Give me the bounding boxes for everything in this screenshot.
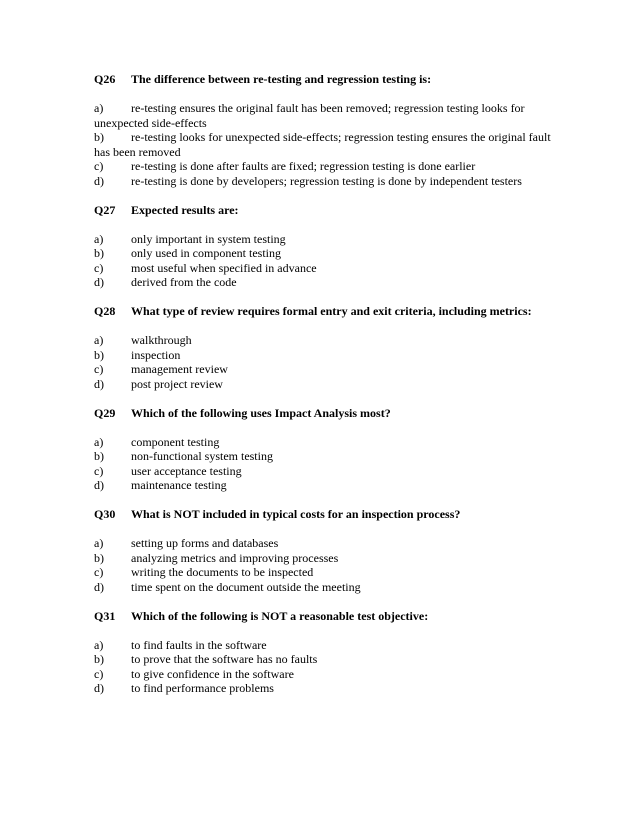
option-text: re-testing ensures the original fault has been removed; regression testing looks for unexpected side-effects (94, 101, 525, 130)
option-text: re-testing is done by developers; regression testing is done by independent testers (131, 173, 522, 188)
option-letter: b) (94, 130, 104, 144)
option-text: re-testing is done after faults are fixed; regression testing is done earlier (131, 159, 476, 173)
question-heading (94, 203, 564, 218)
question-list (94, 72, 564, 710)
answer-option (94, 638, 564, 653)
option-letter: b) (94, 246, 104, 260)
option-letter: d) (94, 579, 104, 594)
option-text: to give confidence in the software (131, 666, 294, 681)
option-letter: d) (94, 681, 104, 695)
answer-option (94, 362, 564, 377)
answer-option (94, 652, 564, 667)
question-q31 (94, 609, 564, 696)
question-heading (94, 72, 564, 87)
option-text: only important in system testing (131, 231, 286, 246)
answer-option (94, 275, 564, 290)
option-letter: d) (94, 478, 104, 492)
option-letter: c) (94, 159, 104, 173)
option-text: to find faults in the software (131, 637, 267, 652)
option-letter: a) (94, 637, 104, 652)
option-letter: c) (94, 666, 104, 681)
question-number: Q28 (94, 304, 116, 318)
option-text: component testing (131, 434, 220, 449)
question-number: Q26 (94, 72, 116, 86)
question-q27 (94, 203, 564, 290)
option-text: derived from the code (131, 275, 237, 289)
answer-option (94, 348, 564, 363)
option-text: analyzing metrics and improving processes (131, 550, 339, 565)
option-text: management review (131, 362, 228, 376)
option-text: post project review (131, 376, 223, 391)
option-letter: a) (94, 536, 104, 550)
question-number: Q27 (94, 202, 116, 217)
option-text: most useful when specified in advance (131, 260, 317, 275)
option-letter: d) (94, 173, 104, 188)
answer-option (94, 478, 564, 493)
option-letter: b) (94, 652, 104, 666)
option-letter: c) (94, 362, 104, 376)
question-text: Which of the following uses Impact Analysis most? (131, 405, 391, 420)
question-heading (94, 609, 564, 624)
answer-option (94, 551, 564, 566)
option-letter: c) (94, 565, 104, 579)
option-text: walkthrough (131, 333, 192, 347)
answer-option (94, 449, 564, 464)
question-number: Q31 (94, 608, 116, 623)
answer-option (94, 261, 564, 276)
answer-option (94, 246, 564, 261)
option-text: writing the documents to be inspected (131, 565, 314, 579)
option-text: user acceptance testing (131, 463, 242, 478)
question-q28 (94, 304, 564, 391)
option-text: to prove that the software has no faults (131, 652, 318, 666)
question-text: What is NOT included in typical costs for an inspection process? (131, 507, 461, 521)
option-text: time spent on the document outside the meeting (131, 579, 361, 594)
question-q30 (94, 507, 564, 594)
option-letter: c) (94, 260, 104, 275)
answer-option (94, 681, 564, 696)
answer-option (94, 174, 564, 189)
option-letter: a) (94, 231, 104, 246)
answer-option (94, 667, 564, 682)
answer-option (94, 377, 564, 392)
answer-option (94, 159, 564, 174)
question-text: Expected results are: (131, 202, 239, 217)
answer-option (94, 101, 564, 130)
question-heading (94, 507, 564, 522)
answer-option (94, 333, 564, 348)
option-text: maintenance testing (131, 478, 227, 492)
question-number: Q30 (94, 507, 116, 521)
question-q29 (94, 406, 564, 493)
answer-option (94, 565, 564, 580)
option-letter: b) (94, 347, 104, 362)
answer-option (94, 580, 564, 595)
question-text: Which of the following is NOT a reasonable test objective: (131, 608, 429, 623)
question-heading (94, 406, 564, 421)
option-letter: a) (94, 434, 104, 449)
option-text: only used in component testing (131, 246, 281, 260)
option-text: re-testing looks for unexpected side-effects; regression testing ensures the original fault has been removed (94, 130, 551, 159)
question-number: Q29 (94, 405, 116, 420)
option-text: setting up forms and databases (131, 536, 279, 550)
question-text: The difference between re-testing and regression testing is: (131, 72, 432, 86)
answer-option (94, 536, 564, 551)
question-heading (94, 304, 564, 319)
option-letter: d) (94, 376, 104, 391)
option-letter: a) (94, 333, 104, 347)
question-q26 (94, 72, 564, 188)
question-text: What type of review requires formal entry and exit criteria, including metrics: (131, 304, 532, 318)
answer-option (94, 464, 564, 479)
answer-option (94, 130, 564, 159)
option-letter: b) (94, 550, 104, 565)
option-text: to find performance problems (131, 681, 274, 695)
option-letter: a) (94, 101, 104, 115)
option-text: inspection (131, 347, 181, 362)
option-text: non-functional system testing (131, 449, 273, 463)
answer-option (94, 435, 564, 450)
option-letter: c) (94, 463, 104, 478)
option-letter: b) (94, 449, 104, 463)
answer-option (94, 232, 564, 247)
option-letter: d) (94, 275, 104, 289)
